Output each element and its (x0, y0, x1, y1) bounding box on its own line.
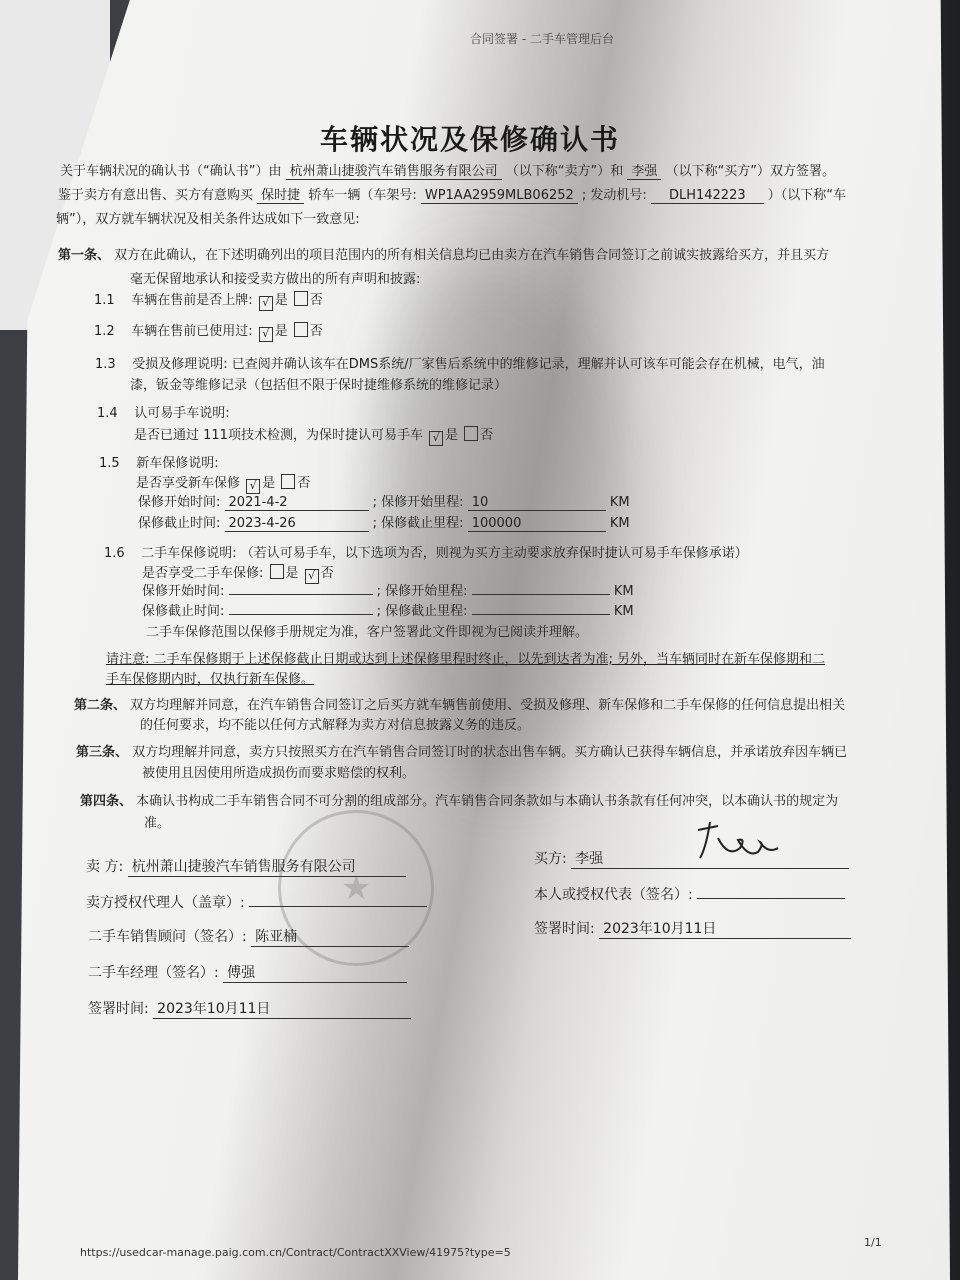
uc-warranty-end-row (142, 600, 634, 619)
item-1-3-line-1 (95, 353, 825, 372)
item-number: 1.4 (97, 406, 118, 421)
article-1-label: 第一条、 (58, 248, 111, 263)
article-2-text: 双方均理解并同意，在汽车销售合同签订之后买方就车辆售前使用、受损及修理、新车保修和二手车保修的任何信息提出相关 (130, 698, 846, 713)
article-3-label: 第三条、 (76, 745, 129, 760)
uc-warranty-scope: 二手车保修范围以保修手册规定为准，客户签署此文件即视为已阅读并理解。 (146, 625, 589, 640)
item-1-4-question (134, 424, 493, 446)
item-number: 1.3 (95, 357, 116, 372)
item-1-4-title (97, 402, 230, 421)
item-1-4-question-text: 是否已通过 111项技术检测，为保时捷认可易手车 (134, 428, 423, 443)
no-checkbox[interactable]: √ (305, 569, 319, 584)
item-1-5-label: 新车保修说明: (136, 456, 219, 471)
page-url: https://usedcar-manage.paig.com.cn/Contract/ContractXXView/41975?type=5 (80, 1246, 511, 1259)
brand-field: 保时捷 (257, 188, 304, 204)
no-label: 否 (309, 293, 323, 308)
yes-label: 是 (285, 566, 299, 581)
yes-label: 是 (274, 293, 288, 308)
seller-agent-row (86, 892, 427, 912)
uc-warranty-end-km-label: ; 保修截止里程: (376, 604, 468, 619)
warranty-end-km-field: 100000 (468, 516, 606, 532)
advisor-row (88, 926, 409, 947)
no-label: 否 (309, 324, 323, 339)
article-2-line-2: 的任何要求，均不能以任何方式解释为卖方对信息披露义务的违反。 (140, 718, 531, 733)
intro-line-1 (60, 160, 835, 179)
buyer-rep-row (534, 884, 845, 904)
buyer-date-label: 签署时间: (534, 921, 595, 937)
notice-line-1: 请注意: 二手车保修期于上述保修截止日期或达到上述保修里程时终止，以先到达者为准; 另外，当车辆同时在新车保修期和二 (106, 652, 826, 667)
uc-warranty-start-field (229, 594, 373, 595)
warranty-end-field: 2023-4-26 (225, 516, 369, 532)
seller-date-row (88, 998, 411, 1019)
manager-label: 二手车经理（签名）: (88, 965, 219, 981)
article-1-text: 双方在此确认，在下述明确列出的项目范围内的所有相关信息均已由卖方在汽车销售合同签订之前诚实披露给买方，并且买方 (114, 248, 830, 263)
manager-row (88, 962, 407, 983)
item-1-4-label: 认可易手车说明: (134, 406, 230, 421)
buyer-date-field: 2023年10月11日 (599, 918, 851, 939)
yes-checkbox[interactable]: √ (259, 296, 273, 311)
engine-number-field: DLH142223 (651, 188, 764, 204)
advisor-label: 二手车销售顾问（签名）: (88, 929, 247, 945)
seller-label: 卖 方: (86, 859, 124, 875)
uc-warranty-end-km-field (472, 614, 610, 615)
seller-date-field: 2023年10月11日 (153, 998, 411, 1019)
uc-warranty-end-field (229, 614, 373, 615)
seal-star-icon: ★ (341, 868, 372, 908)
warranty-start-km-label: ; 保修开始里程: (372, 495, 464, 510)
warranty-end-label: 保修截止时间: (138, 516, 221, 531)
item-1-1 (94, 289, 323, 311)
km-unit: KM (613, 604, 634, 619)
yes-label: 是 (262, 476, 276, 491)
intro-text: ; 发动机号: (581, 188, 647, 203)
buyer-rep-field (697, 898, 845, 899)
intro-text: 轿车一辆（车架号: (308, 188, 417, 203)
warranty-start-label: 保修开始时间: (138, 495, 221, 510)
article-4-line-1 (80, 790, 838, 809)
yes-checkbox[interactable]: √ (429, 431, 443, 446)
article-3-line-1 (76, 741, 847, 760)
notice-line-2: 手车保修期内时，仅执行新车保修。 (106, 672, 315, 687)
item-1-1-label: 车辆在售前是否上牌: (131, 293, 253, 308)
article-1-line-2: 毫无保留地承认和接受卖方做出的所有声明和披露: (130, 272, 421, 287)
warranty-end-row (138, 512, 630, 532)
document-title: 车辆状况及保修确认书 (320, 123, 621, 156)
no-label: 否 (320, 566, 334, 581)
item-1-6-question-text: 是否享受二手车保修: (142, 566, 264, 581)
buyer-name-field: 李强 (627, 164, 661, 180)
no-checkbox[interactable] (294, 291, 308, 306)
intro-text: 关于车辆状况的确认书（“确认书”）由 (60, 164, 282, 179)
yes-label: 是 (445, 428, 459, 443)
item-number: 1.1 (94, 293, 115, 308)
warranty-start-field: 2021-4-2 (225, 495, 369, 511)
no-checkbox[interactable] (464, 426, 478, 441)
km-unit: KM (609, 516, 630, 531)
intro-text: 鉴于卖方有意出售、买方有意购买 (58, 188, 254, 203)
article-2-label: 第二条、 (74, 698, 127, 713)
item-1-2 (94, 320, 323, 342)
article-4-label: 第四条、 (80, 794, 133, 809)
vin-field: WP1AA2959MLB06252 (421, 188, 578, 204)
uc-warranty-start-km-field (472, 594, 610, 595)
yes-checkbox[interactable]: √ (246, 479, 260, 494)
intro-line-3: 辆”），双方就车辆状况及相关条件达成如下一致意见: (56, 212, 360, 227)
no-label: 否 (480, 428, 494, 443)
article-3-text: 双方均理解并同意，卖方只按照买方在汽车销售合同签订时的状态出售车辆。买方确认已获得车辆信息，并承诺放弃因车辆已 (132, 745, 848, 760)
seller-agent-field (249, 906, 427, 907)
warranty-start-km-field: 10 (468, 495, 606, 511)
intro-text: ）（以下称“车 (767, 188, 847, 203)
warranty-end-km-label: ; 保修截止里程: (372, 516, 464, 531)
item-1-6-label: 二手车保修说明: （若认可易手车，以下选项为否，则视为买方主动要求放弃保时捷认可易手车保修承诺） (141, 546, 748, 561)
no-checkbox[interactable] (281, 474, 295, 489)
item-1-5-title (99, 452, 219, 471)
yes-label: 是 (274, 324, 288, 339)
page-header: 合同签署 - 二手车管理后台 (470, 32, 614, 46)
no-checkbox[interactable] (294, 322, 308, 337)
item-number: 1.2 (94, 324, 115, 339)
item-1-2-label: 车辆在售前已使用过: (131, 324, 253, 339)
yes-checkbox[interactable] (270, 564, 284, 579)
seller-field: 杭州萧山捷骏汽车销售服务有限公司 (128, 856, 406, 877)
article-3-line-2: 被使用且因使用所造成损伤而要求赔偿的权利。 (142, 766, 416, 781)
buyer-signature-icon (688, 818, 788, 864)
article-2-line-1 (74, 694, 845, 713)
seller-name-field: 杭州萧山捷骏汽车销售服务有限公司 (286, 164, 502, 180)
manager-field: 傅强 (223, 962, 407, 983)
seller-agent-label: 卖方授权代理人（盖章）: (86, 895, 245, 911)
article-1-line-1 (58, 244, 829, 263)
yes-checkbox[interactable]: √ (259, 327, 273, 342)
intro-text: （以下称“买方”）双方签署。 (665, 164, 836, 179)
buyer-label: 买方: (534, 851, 567, 867)
seller-row (86, 856, 406, 877)
warranty-start-row (138, 491, 630, 511)
km-unit: KM (613, 584, 634, 599)
buyer-field: 李强 (571, 848, 849, 869)
km-unit: KM (609, 495, 630, 510)
uc-warranty-end-label: 保修截止时间: (142, 604, 225, 619)
uc-warranty-start-label: 保修开始时间: (142, 584, 225, 599)
item-1-3-text: 受损及修理说明: 已查阅并确认该车在DMS系统/厂家售后系统中的维修记录，理解并认可该车可能会存在机械，电气，油 (132, 357, 825, 372)
item-number: 1.5 (99, 456, 120, 471)
buyer-rep-label: 本人或授权代表（签名）: (534, 887, 693, 903)
uc-warranty-start-row (142, 580, 634, 599)
no-label: 否 (297, 476, 311, 491)
seller-date-label: 签署时间: (88, 1001, 149, 1017)
intro-line-2 (58, 184, 846, 203)
page-number: 1/1 (864, 1236, 882, 1249)
item-1-3-line-2: 漆，钣金等维修记录（包括但不限于保时捷维修系统的维修记录） (130, 378, 508, 393)
item-number: 1.6 (104, 546, 125, 561)
article-4-line-2: 准。 (144, 816, 171, 831)
buyer-date-row (534, 918, 851, 939)
advisor-field: 陈亚楠 (251, 926, 409, 947)
uc-warranty-start-km-label: ; 保修开始里程: (376, 584, 468, 599)
item-1-6-title (104, 542, 748, 561)
item-1-5-question-text: 是否享受新车保修 (136, 476, 241, 491)
article-4-text: 本确认书构成二手车销售合同不可分割的组成部分。汽车销售合同条款如与本确认书条款有任何冲突，以本确认书的规定为 (136, 794, 839, 809)
intro-text: （以下称“卖方”）和 (505, 164, 624, 179)
